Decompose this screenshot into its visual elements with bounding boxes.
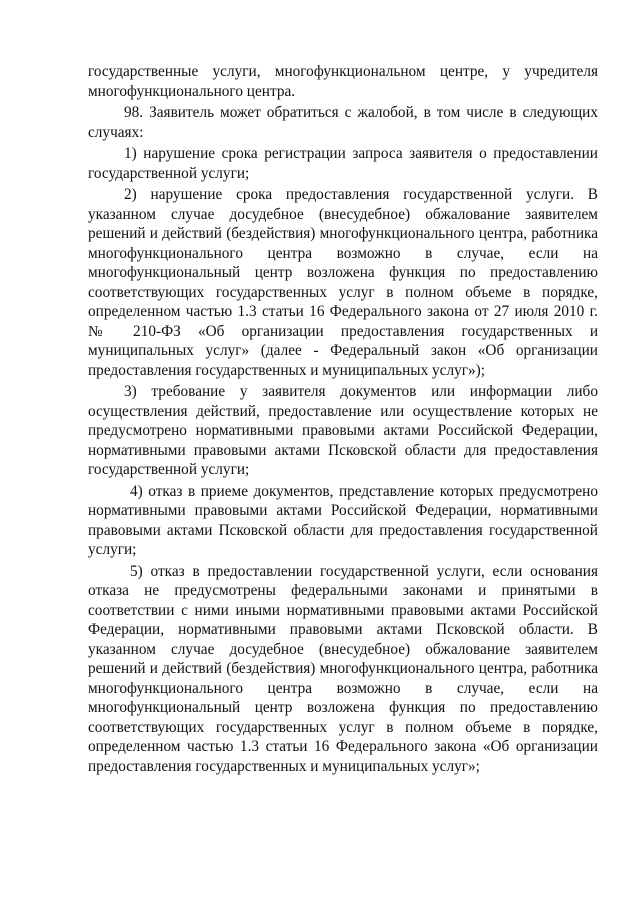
paragraph-subitem-3: 3) требование у заявителя документов или информации либо осуществления действий, предоставление или осуществление которых не предусмотрено нормативными правовыми актами Российской Федерации, нормативными правовыми актами Псковской области для предоставления государственной услуги;	[88, 383, 598, 478]
paragraph-subitem-2: 2) нарушение срока предоставления государственной услуги. В указанном случае досудебное (внесудебное) обжалование заявителем решений и действий (бездействия) многофункционального центра, работника многофункционального центра возможно в случае, если на многофункциональный центр возложена функция по предоставлению соответствующих государственных услуг в полном объеме в порядке, определенном частью 1.3 статьи 16 Федерального закона от 27 июля 2010 г. № 210-ФЗ «Об организации предоставления государственных и муниципальных услуг» (далее - Федеральный закон «Об организации предоставления государственных и муниципальных услуг»);	[88, 186, 598, 379]
paragraph-subitem-4: 4) отказ в приеме документов, представление которых предусмотрено нормативными правовыми актами Российской Федерации, нормативными правовыми актами Псковской области для предоставления государственной услуги;	[88, 482, 598, 558]
document-page	[88, 62, 598, 778]
paragraph-continuation: государственные услуги, многофункциональном центре, у учредителя многофункционального центра.	[88, 63, 598, 100]
paragraph-subitem-1: 1) нарушение срока регистрации запроса заявителя о предоставлении государственной услуги;	[88, 145, 598, 182]
paragraph-subitem-5: 5) отказ в предоставлении государственной услуги, если основания отказа не предусмотрены федеральными законами и принятыми в соответствии с ними иными нормативными правовыми актами Российской Федерации, нормативными правовыми актами Псковской области. В указанном случае досудебное (внесудебное) обжалование заявителем решений и действий (бездействия) многофункционального центра, работника многофункционального центра возможно в случае, если на многофункциональный центр возложена функция по предоставлению соответствующих государственных услуг в полном объеме в порядке, определенном частью 1.3 статьи 16 Федерального закона «Об организации предоставления государственных и муниципальных услуг»;	[88, 562, 598, 775]
paragraph-item-98: 98. Заявитель может обратиться с жалобой, в том числе в следующих случаях:	[88, 104, 598, 141]
